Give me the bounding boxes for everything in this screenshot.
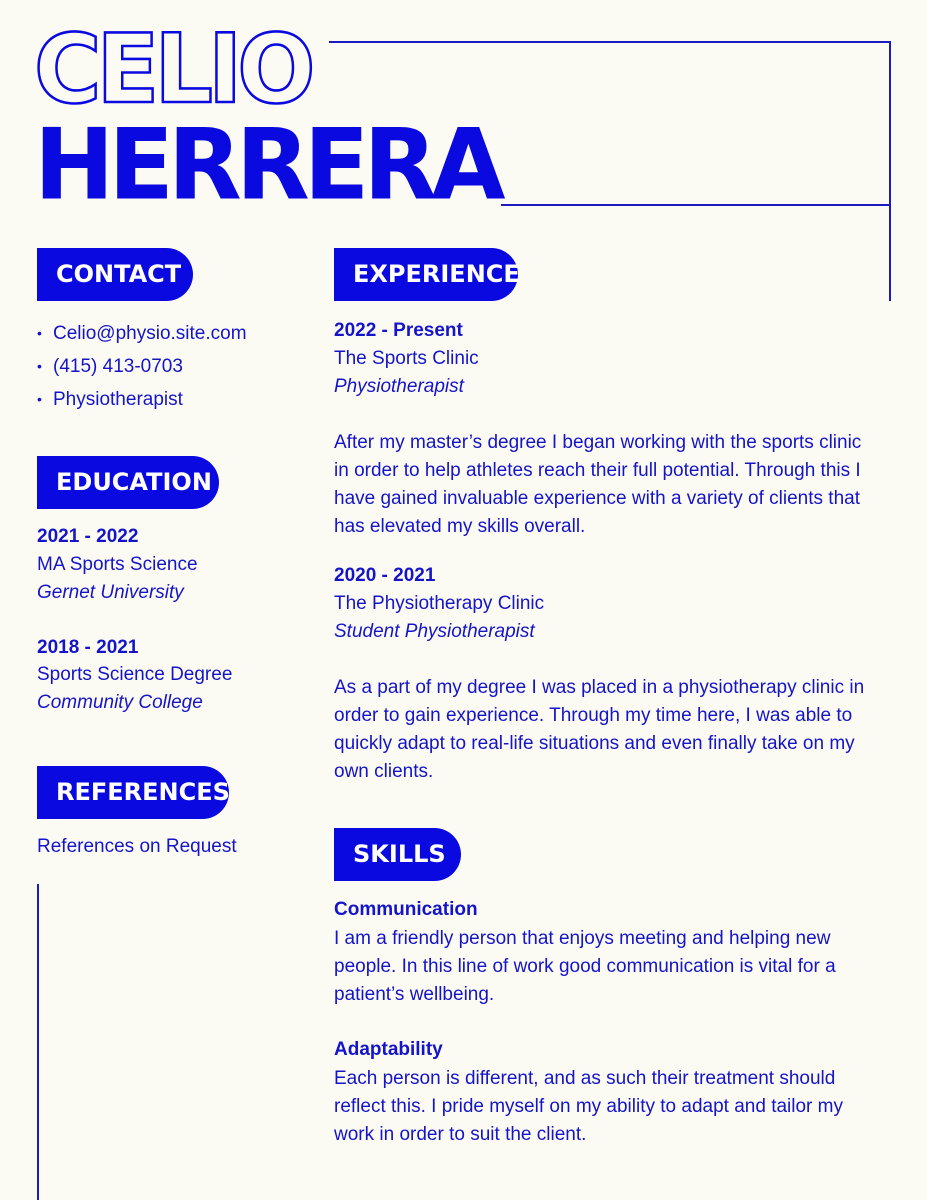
skills-heading: SKILLS [334,828,461,881]
education-degree: Sports Science Degree [37,664,233,685]
education-school: Community College [37,692,203,713]
experience-company: The Sports Clinic [334,348,479,369]
contact-email[interactable]: • Celio@physio.site.com [37,317,247,350]
header-underline [501,204,891,206]
experience-role: Student Physiotherapist [334,621,535,642]
experience-description: As a part of my degree I was placed in a physiotherapy clinic in order to gain experience. Through my time here, I was able to quickly adapt to real-life situations and even finally take on my own clients. [334,677,865,782]
contact-heading: CONTACT [37,248,193,301]
contact-list [37,317,247,416]
experience-description: After my master’s degree I began working with the sports clinic in order to help athletes reach their full potential. Through this I have gained invaluable experience with a variety of clients that has elevated my skills overall. [334,432,862,537]
skill-name: Adaptability [334,1039,443,1060]
bullet-icon: • [37,325,42,341]
education-degree: MA Sports Science [37,554,198,575]
education-dates: 2021 - 2022 [37,526,139,547]
references-text: References on Request [37,836,237,857]
right-frame-line [889,41,891,301]
experience-company: The Physiotherapy Clinic [334,593,545,614]
last-name: HERRERA [34,107,500,223]
experience-role: Physiotherapist [334,376,464,397]
skill-name: Communication [334,899,478,920]
experience-heading: EXPERIENCE [334,248,518,301]
left-bottom-vertical-line [37,884,39,1200]
skill-description: I am a friendly person that enjoys meeting and helping new people. In this line of work good communication is vital for a patient’s wellbeing. [334,928,836,1005]
bullet-icon: • [37,391,42,407]
contact-phone[interactable]: • (415) 413-0703 [37,350,247,383]
references-heading: REFERENCES [37,766,229,819]
education-dates: 2018 - 2021 [37,637,139,658]
contact-profession: • Physiotherapist [37,383,247,416]
education-heading: EDUCATION [37,456,219,509]
first-name: CELIO [34,13,311,125]
bullet-icon: • [37,358,42,374]
education-school: Gernet University [37,582,184,603]
top-frame-line [329,41,891,43]
experience-dates: 2022 - Present [334,320,463,341]
skill-description: Each person is different, and as such their treatment should reflect this. I pride myself on my ability to adapt and tailor my work in order to suit the client. [334,1068,843,1145]
experience-dates: 2020 - 2021 [334,565,436,586]
